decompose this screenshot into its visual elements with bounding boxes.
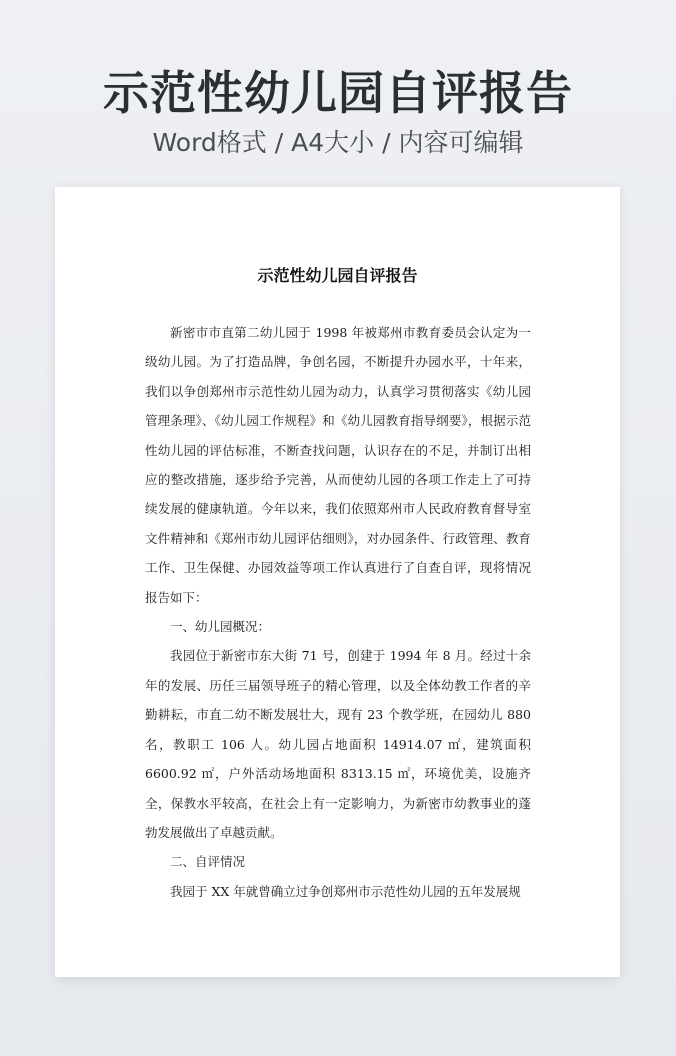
banner-title: 示范性幼儿园自评报告 <box>103 66 573 120</box>
paragraph-intro: 新密市市直第二幼儿园于 1998 年被郑州市教育委员会认定为一级幼儿园。为了打造品牌，争创名园，不断提升办园水平，十年来，我们以争创郑州市示范性幼儿园为动力，认真学习贯彻落实《幼儿园管理条理》、《幼儿园工作规程》和《幼儿园教育指导纲要》，根据示范性幼儿园的评估标准，不断查找问题，认识存在的不足，并制订出相应的整改措施，逐步给予完善，从而使幼儿园的各项工作走上了可持续发展的健康轨道。今年以来，我们依照郑州市人民政府教育督导室文件精神和《郑州市幼儿园评估细则》，对办园条件、行政管理、教育工作、卫生保健、办园效益等项工作认真进行了自查自评，现将情况报告如下： <box>145 325 531 605</box>
banner-subtitle: Word格式 / A4大小 / 内容可编辑 <box>152 128 524 157</box>
paragraph-overview: 我园位于新密市东大街 71 号，创建于 1994 年 8 月。经过十余年的发展、历任三届领导班子的精心管理，以及全体幼教工作者的辛勤耕耘，市直二幼不断发展壮大，现有 23 个教学班，在园幼儿 880 名，教职工 106 人。幼儿园占地面积 14914.07 ㎡，建筑面积 6600.92 ㎡，户外活动场地面积 8313.15 ㎡，环境优美，设施齐全，保教水平较高，在社会上有一定影响力，为新密市幼教事业的蓬勃发展做出了卓越贡献。 <box>145 648 531 840</box>
document-page <box>55 187 620 977</box>
section-heading-self-evaluation: 二、自评情况 <box>170 854 246 870</box>
document-title: 示范性幼儿园自评报告 <box>257 266 418 285</box>
paragraph-self-evaluation: 我园于 XX 年就曾确立过争创郑州市示范性幼儿园的五年发展规 <box>170 883 521 899</box>
document-body <box>145 318 531 906</box>
section-heading-overview: 一、幼儿园概况： <box>170 619 271 635</box>
banner-header <box>0 62 676 160</box>
